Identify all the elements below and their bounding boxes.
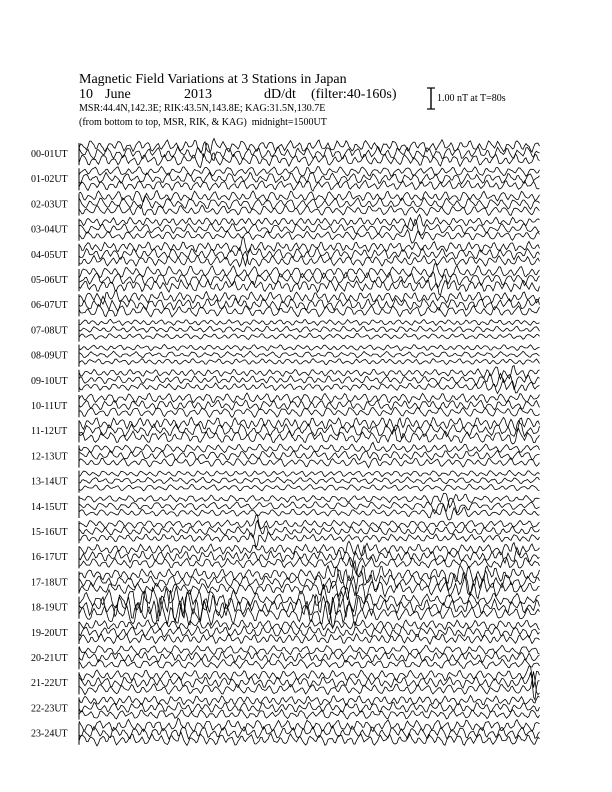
station-order-note: (from bottom to top, MSR, RIK, & KAG) (79, 117, 247, 128)
filter-label: (filter:40-160s) (311, 87, 397, 102)
hour-row-07-08UT (31, 319, 540, 341)
trace-MSR-07-08UT (79, 333, 540, 339)
hour-row-19-20UT (31, 620, 540, 645)
trace-KAG-03-04UT (79, 215, 540, 228)
trace-KAG-13-14UT (79, 470, 540, 476)
hour-row-02-03UT (31, 191, 540, 216)
trace-MSR-09-10UT (79, 379, 540, 393)
trace-RIK-09-10UT (79, 374, 540, 390)
trace-MSR-20-21UT (79, 659, 540, 669)
hour-label: 07-08UT (31, 325, 68, 337)
trace-MSR-02-03UT (79, 205, 540, 216)
hour-label: 01-02UT (31, 174, 68, 186)
trace-MSR-03-04UT (79, 230, 540, 244)
trace-RIK-22-23UT (79, 702, 540, 712)
trace-RIK-16-17UT (79, 546, 540, 567)
trace-KAG-05-06UT (79, 264, 540, 279)
trace-MSR-10-11UT (79, 407, 540, 417)
trace-MSR-06-07UT (79, 304, 540, 317)
station-coordinates: MSR:44.4N,142.3E; RIK:43.5N,143.8E; KAG:31.5N,130.7E (79, 103, 326, 114)
quantity-label: dD/dt (264, 87, 296, 102)
hour-label: 05-06UT (31, 275, 68, 286)
hour-row-22-23UT (31, 695, 540, 719)
hour-row-15-16UT (31, 515, 540, 548)
hour-label: 13-14UT (31, 476, 68, 488)
trace-KAG-23-24UT (79, 718, 540, 732)
trace-RIK-07-08UT (79, 326, 540, 332)
hour-label: 15-16UT (31, 527, 68, 538)
scale-bar-label: 1.00 nT at T=80s (437, 93, 506, 104)
hour-row-08-09UT (31, 344, 540, 366)
trace-MSR-12-13UT (79, 458, 540, 468)
hour-label: 17-18UT (31, 577, 68, 589)
trace-RIK-15-16UT (79, 520, 540, 537)
trace-MSR-23-24UT (79, 732, 540, 746)
trace-MSR-13-14UT (79, 484, 540, 491)
hour-row-00-01UT (31, 139, 540, 168)
trace-KAG-19-20UT (79, 620, 540, 630)
hour-row-01-02UT (31, 167, 540, 192)
hour-row-21-22UT (31, 666, 540, 700)
hour-label: 20-21UT (31, 653, 68, 664)
hour-label: 16-17UT (31, 552, 68, 564)
hour-label: 21-22UT (31, 678, 68, 690)
hour-label: 08-09UT (31, 350, 68, 362)
hour-label: 18-19UT (31, 602, 68, 614)
hour-row-23-24UT (31, 718, 540, 746)
chart-title: Magnetic Field Variations at 3 Stations in Japan (79, 72, 347, 87)
hour-row-12-13UT (31, 442, 540, 467)
hour-row-11-12UT (31, 417, 540, 444)
hour-row-09-10UT (31, 366, 540, 394)
hour-label: 23-24UT (31, 728, 68, 740)
hour-label: 19-20UT (31, 627, 68, 639)
hour-label: 09-10UT (31, 375, 68, 387)
hour-row-16-17UT (31, 541, 540, 574)
hour-row-04-05UT (31, 237, 540, 267)
trace-KAG-22-23UT (79, 695, 540, 705)
trace-KAG-04-05UT (79, 237, 540, 253)
hour-label: 03-04UT (31, 224, 68, 236)
trace-MSR-19-20UT (79, 634, 540, 644)
hour-label: 02-03UT (31, 199, 68, 211)
trace-RIK-03-04UT (79, 219, 540, 235)
date-day: 10 (79, 87, 93, 102)
date-month: June (105, 87, 131, 102)
midnight-note: midnight=1500UT (251, 117, 327, 128)
trace-RIK-10-11UT (79, 400, 540, 410)
hour-label: 00-01UT (31, 149, 68, 160)
trace-RIK-00-01UT (79, 143, 540, 160)
hour-label: 14-15UT (31, 501, 68, 513)
trace-KAG-16-17UT (79, 541, 540, 555)
hour-label: 11-12UT (31, 426, 68, 438)
scale-bar (427, 88, 435, 109)
hour-row-14-15UT (31, 493, 540, 520)
hour-label: 06-07UT (31, 300, 68, 312)
hour-label: 22-23UT (31, 703, 68, 715)
trace-KAG-08-09UT (79, 344, 540, 350)
trace-RIK-08-09UT (79, 351, 540, 357)
date-year: 2013 (184, 87, 212, 102)
hour-label: 04-05UT (31, 249, 68, 261)
trace-MSR-08-09UT (79, 359, 540, 365)
trace-KAG-12-13UT (79, 442, 540, 453)
trace-RIK-12-13UT (79, 450, 540, 460)
hour-row-13-14UT (31, 470, 540, 493)
hour-label: 10-11UT (31, 401, 68, 412)
hour-row-20-21UT (31, 645, 540, 669)
trace-MSR-15-16UT (79, 532, 540, 547)
trace-rows (31, 139, 540, 746)
hour-row-03-04UT (31, 215, 540, 244)
trace-RIK-13-14UT (79, 477, 540, 484)
hour-row-06-07UT (31, 291, 540, 317)
trace-MSR-04-05UT (79, 251, 540, 266)
trace-KAG-15-16UT (79, 515, 540, 529)
trace-MSR-22-23UT (79, 709, 540, 719)
trace-RIK-06-07UT (79, 296, 540, 311)
trace-KAG-06-07UT (79, 291, 540, 305)
trace-RIK-02-03UT (79, 196, 540, 209)
hour-row-10-11UT (31, 393, 540, 417)
trace-KAG-07-08UT (79, 319, 540, 325)
trace-KAG-11-12UT (79, 417, 540, 431)
hour-label: 12-13UT (31, 451, 68, 463)
hour-row-05-06UT (31, 264, 540, 295)
trace-MSR-01-02UT (79, 180, 540, 191)
